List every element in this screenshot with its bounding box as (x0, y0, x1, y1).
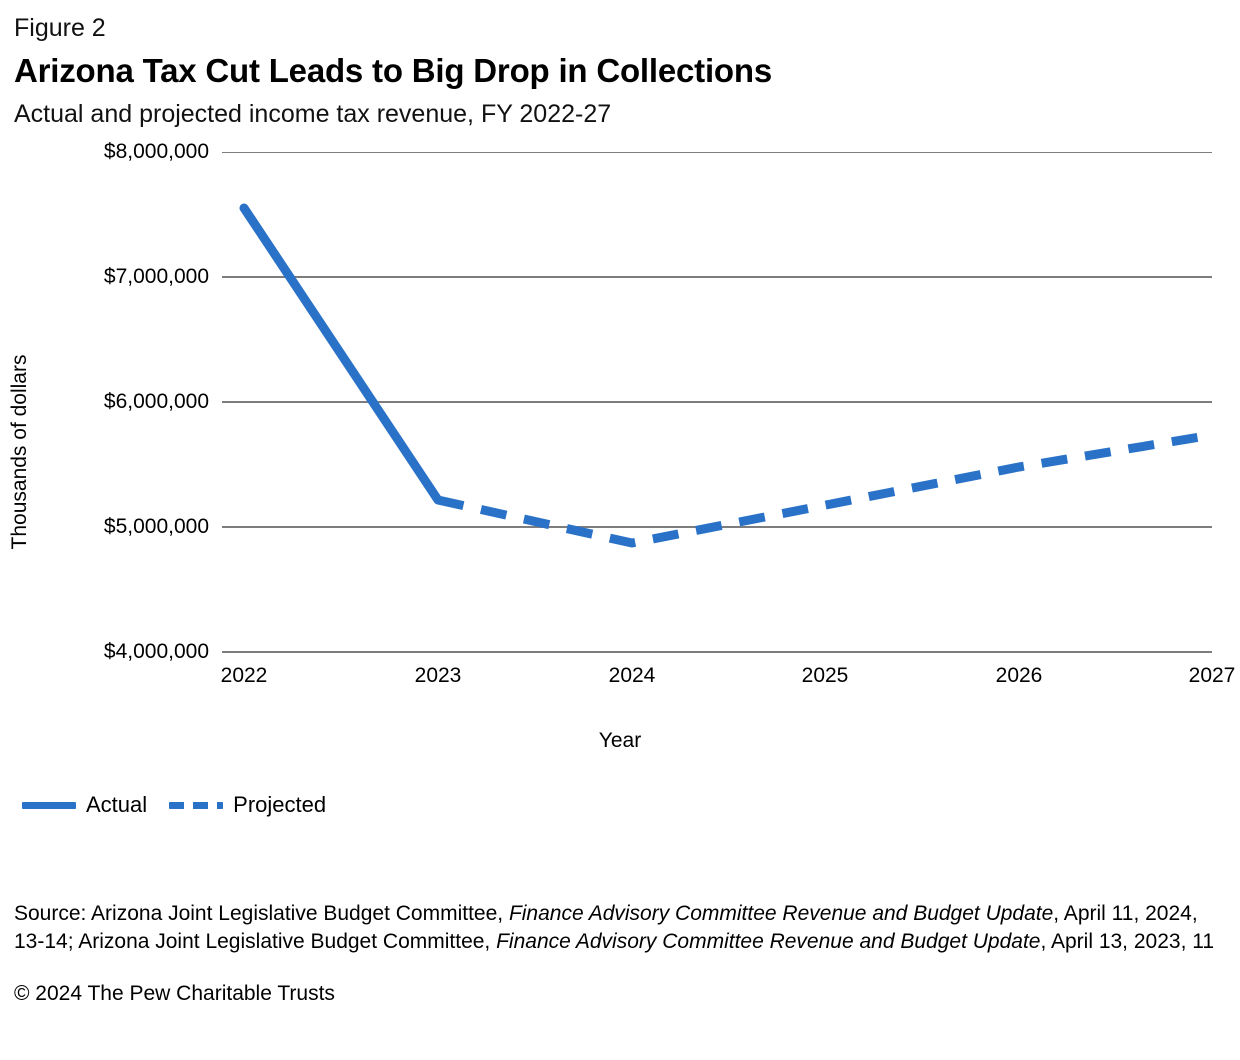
legend-item-actual[interactable] (22, 792, 147, 818)
figure-subtitle: Actual and projected income tax revenue, FY 2022-27 (14, 100, 612, 128)
legend-swatch-dashed-icon (169, 802, 223, 809)
x-tick-label: 2024 (608, 664, 656, 687)
y-tick-label: $4,000,000 (103, 640, 209, 663)
chart-container (8, 140, 1236, 817)
source-note (14, 900, 1226, 956)
chart-legend (22, 792, 326, 818)
legend-swatch-solid-icon (22, 802, 76, 809)
source-text-b: , April 11, 2024, 13-14; Arizona Joint Legislative Budget Committee, (14, 902, 1198, 953)
page-title: Arizona Tax Cut Leads to Big Drop in Collections (14, 52, 773, 89)
y-tick-label: $5,000,000 (103, 515, 209, 538)
source-text-a: Source: Arizona Joint Legislative Budget Committee, (14, 902, 509, 925)
source-text-c: , April 13, 2023, 11 (1040, 930, 1215, 953)
copyright-note: © 2024 The Pew Charitable Trusts (14, 982, 335, 1005)
source-publication-1: Finance Advisory Committee Revenue and Budget Update (508, 902, 1054, 925)
x-tick-label: 2022 (220, 664, 268, 687)
source-publication-2: Finance Advisory Committee Revenue and Budget Update (496, 930, 1041, 953)
figure-label: Figure 2 (14, 14, 106, 42)
figure-footer (14, 900, 1226, 1008)
legend-label-actual: Actual (86, 792, 148, 817)
x-axis-label: Year (598, 729, 642, 752)
y-tick-label: $6,000,000 (103, 390, 209, 413)
legend-label-projected: Projected (233, 792, 327, 817)
legend-item-projected[interactable] (169, 792, 326, 818)
x-tick-label: 2027 (1188, 664, 1236, 687)
x-tick-label: 2025 (801, 664, 849, 687)
x-tick-label: 2026 (995, 664, 1043, 687)
y-tick-label: $7,000,000 (103, 265, 209, 288)
x-tick-label: 2023 (414, 664, 462, 687)
y-tick-label: $8,000,000 (103, 140, 209, 163)
series-actual-line (244, 208, 438, 500)
y-axis-label: Thousands of dollars (8, 354, 31, 550)
